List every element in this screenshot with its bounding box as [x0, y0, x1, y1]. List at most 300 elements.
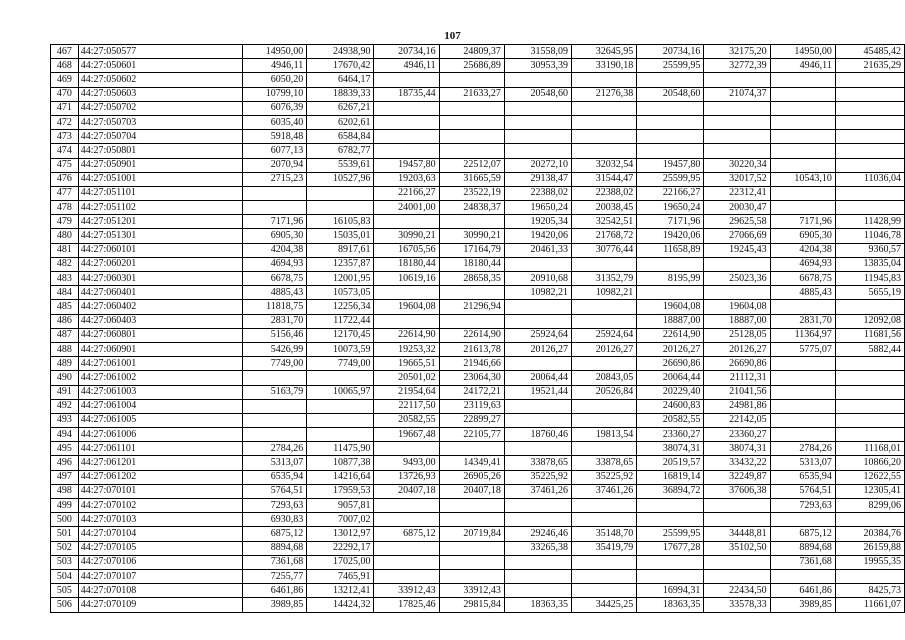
- value-cell: [572, 569, 637, 583]
- cadastral-code-cell: 44:27:061201: [78, 456, 242, 470]
- value-cell: [504, 257, 571, 271]
- value-cell: 32645,95: [572, 45, 637, 59]
- value-cell: [439, 215, 504, 229]
- row-number-cell: 482: [51, 257, 79, 271]
- value-cell: 12092,08: [835, 314, 904, 328]
- value-cell: [704, 257, 770, 271]
- value-cell: 17825,46: [374, 598, 439, 612]
- cadastral-code-cell: 44:27:060101: [78, 243, 242, 257]
- value-cell: 16105,83: [307, 215, 374, 229]
- value-cell: 11475,90: [307, 442, 374, 456]
- value-cell: [835, 186, 904, 200]
- value-cell: 25599,95: [637, 59, 704, 73]
- value-cell: 2070,94: [243, 158, 307, 172]
- value-cell: 10527,96: [307, 172, 374, 186]
- table-row: [51, 59, 905, 73]
- cadastral-code-cell: 44:27:050801: [78, 144, 242, 158]
- value-cell: [439, 101, 504, 115]
- value-cell: [572, 300, 637, 314]
- value-cell: [439, 73, 504, 87]
- value-cell: [835, 385, 904, 399]
- value-cell: 21954,64: [374, 385, 439, 399]
- value-cell: 24600,83: [637, 399, 704, 413]
- table-row: [51, 257, 905, 271]
- value-cell: 16994,31: [637, 584, 704, 598]
- value-cell: 19457,80: [637, 158, 704, 172]
- value-cell: [439, 513, 504, 527]
- value-cell: 19253,32: [374, 342, 439, 356]
- value-cell: 7293,63: [770, 499, 835, 513]
- row-number-cell: 492: [51, 399, 79, 413]
- value-cell: 22614,90: [637, 328, 704, 342]
- value-cell: 7171,96: [637, 215, 704, 229]
- value-cell: 16705,56: [374, 243, 439, 257]
- table-row: [51, 300, 905, 314]
- cadastral-code-cell: 44:27:060801: [78, 328, 242, 342]
- value-cell: 2715,23: [243, 172, 307, 186]
- cadastral-code-cell: 44:27:051102: [78, 201, 242, 215]
- value-cell: 20526,84: [572, 385, 637, 399]
- value-cell: 33432,22: [704, 456, 770, 470]
- value-cell: [439, 144, 504, 158]
- value-cell: [835, 158, 904, 172]
- row-number-cell: 485: [51, 300, 79, 314]
- value-cell: [572, 399, 637, 413]
- value-cell: [504, 144, 571, 158]
- value-cell: 13012,97: [307, 527, 374, 541]
- value-cell: 9057,81: [307, 499, 374, 513]
- value-cell: [704, 555, 770, 569]
- value-cell: 19955,35: [835, 555, 904, 569]
- cadastral-code-cell: 44:27:061004: [78, 399, 242, 413]
- value-cell: 22434,50: [704, 584, 770, 598]
- value-cell: [307, 399, 374, 413]
- value-cell: [637, 513, 704, 527]
- value-cell: 23064,30: [439, 371, 504, 385]
- value-cell: 20582,55: [374, 413, 439, 427]
- value-cell: [770, 201, 835, 215]
- value-cell: 30776,44: [572, 243, 637, 257]
- value-cell: 31665,59: [439, 172, 504, 186]
- row-number-cell: 483: [51, 272, 79, 286]
- table-row: [51, 73, 905, 87]
- value-cell: [572, 499, 637, 513]
- value-cell: [504, 357, 571, 371]
- row-number-cell: 469: [51, 73, 79, 87]
- cadastral-code-cell: 44:27:061001: [78, 357, 242, 371]
- value-cell: [835, 130, 904, 144]
- value-cell: [439, 555, 504, 569]
- value-cell: [374, 555, 439, 569]
- value-cell: [637, 555, 704, 569]
- value-cell: 22388,02: [572, 186, 637, 200]
- cadastral-code-cell: 44:27:050704: [78, 130, 242, 144]
- value-cell: 8425,73: [835, 584, 904, 598]
- value-cell: 20064,44: [504, 371, 571, 385]
- table-row: [51, 456, 905, 470]
- value-cell: [704, 499, 770, 513]
- cadastral-code-cell: 44:27:061006: [78, 428, 242, 442]
- value-cell: 35102,50: [704, 541, 770, 555]
- cadastral-code-cell: 44:27:050601: [78, 59, 242, 73]
- cadastral-code-cell: 44:27:050602: [78, 73, 242, 87]
- value-cell: 22614,90: [439, 328, 504, 342]
- value-cell: [637, 569, 704, 583]
- value-cell: 13835,04: [835, 257, 904, 271]
- value-cell: 19650,24: [504, 201, 571, 215]
- value-cell: 21296,94: [439, 300, 504, 314]
- value-cell: 33190,18: [572, 59, 637, 73]
- value-cell: 21276,38: [572, 87, 637, 101]
- value-cell: [572, 257, 637, 271]
- value-cell: 29815,84: [439, 598, 504, 612]
- value-cell: 23119,63: [439, 399, 504, 413]
- value-cell: 7749,00: [307, 357, 374, 371]
- value-cell: 24838,37: [439, 201, 504, 215]
- value-cell: 2831,70: [243, 314, 307, 328]
- value-cell: 5764,51: [770, 484, 835, 498]
- value-cell: 21041,56: [704, 385, 770, 399]
- value-cell: 20734,16: [637, 45, 704, 59]
- value-cell: 45485,42: [835, 45, 904, 59]
- table-row: [51, 541, 905, 555]
- table-row: [51, 186, 905, 200]
- value-cell: 19420,06: [637, 229, 704, 243]
- row-number-cell: 476: [51, 172, 79, 186]
- value-cell: [770, 73, 835, 87]
- value-cell: 7293,63: [243, 499, 307, 513]
- value-cell: [572, 584, 637, 598]
- value-cell: 11046,78: [835, 229, 904, 243]
- value-cell: 26690,86: [704, 357, 770, 371]
- value-cell: 10073,59: [307, 342, 374, 356]
- value-cell: [504, 569, 571, 583]
- value-cell: [835, 73, 904, 87]
- value-cell: 22614,90: [374, 328, 439, 342]
- value-cell: 17959,53: [307, 484, 374, 498]
- value-cell: 31558,09: [504, 45, 571, 59]
- value-cell: 25128,05: [704, 328, 770, 342]
- cadastral-code-cell: 44:27:051001: [78, 172, 242, 186]
- value-cell: [835, 371, 904, 385]
- value-cell: [307, 186, 374, 200]
- value-cell: 5426,99: [243, 342, 307, 356]
- value-cell: [770, 357, 835, 371]
- value-cell: 8894,68: [770, 541, 835, 555]
- value-cell: 35148,70: [572, 527, 637, 541]
- value-cell: 20407,18: [439, 484, 504, 498]
- cadastral-code-cell: 44:27:050901: [78, 158, 242, 172]
- value-cell: 2784,26: [243, 442, 307, 456]
- cadastral-code-cell: 44:27:050702: [78, 101, 242, 115]
- value-cell: 19665,51: [374, 357, 439, 371]
- value-cell: 32249,87: [704, 470, 770, 484]
- value-cell: 11428,99: [835, 215, 904, 229]
- value-cell: 20229,40: [637, 385, 704, 399]
- value-cell: 19245,43: [704, 243, 770, 257]
- table-row: [51, 569, 905, 583]
- value-cell: 7465,91: [307, 569, 374, 583]
- value-cell: 7255,77: [243, 569, 307, 583]
- value-cell: [374, 569, 439, 583]
- value-cell: [243, 428, 307, 442]
- value-cell: 30990,21: [439, 229, 504, 243]
- value-cell: 20126,27: [572, 342, 637, 356]
- value-cell: 38074,31: [637, 442, 704, 456]
- row-number-cell: 488: [51, 342, 79, 356]
- cadastral-code-cell: 44:27:070103: [78, 513, 242, 527]
- value-cell: 6461,86: [243, 584, 307, 598]
- value-cell: 20407,18: [374, 484, 439, 498]
- value-cell: 18180,44: [439, 257, 504, 271]
- value-cell: [307, 413, 374, 427]
- value-cell: [572, 357, 637, 371]
- value-cell: 14950,00: [770, 45, 835, 59]
- value-cell: 13726,93: [374, 470, 439, 484]
- value-cell: [637, 286, 704, 300]
- value-cell: [439, 569, 504, 583]
- value-cell: 6678,75: [243, 272, 307, 286]
- value-cell: 34448,81: [704, 527, 770, 541]
- value-cell: 22388,02: [504, 186, 571, 200]
- value-cell: [637, 115, 704, 129]
- value-cell: 19521,44: [504, 385, 571, 399]
- value-cell: 11945,83: [835, 272, 904, 286]
- value-cell: [835, 144, 904, 158]
- value-cell: 19205,34: [504, 215, 571, 229]
- value-cell: [504, 413, 571, 427]
- value-cell: 5764,51: [243, 484, 307, 498]
- value-cell: 6535,94: [770, 470, 835, 484]
- value-cell: [374, 101, 439, 115]
- value-cell: [243, 371, 307, 385]
- table-row: [51, 87, 905, 101]
- cadastral-code-cell: 44:27:050703: [78, 115, 242, 129]
- value-cell: 20126,27: [637, 342, 704, 356]
- value-cell: 19667,48: [374, 428, 439, 442]
- value-cell: [504, 314, 571, 328]
- value-cell: [637, 257, 704, 271]
- value-cell: 6035,40: [243, 115, 307, 129]
- table-row: [51, 115, 905, 129]
- table-row: [51, 101, 905, 115]
- value-cell: 26159,88: [835, 541, 904, 555]
- value-cell: 18735,44: [374, 87, 439, 101]
- value-cell: [770, 413, 835, 427]
- value-cell: 2831,70: [770, 314, 835, 328]
- value-cell: 4694,93: [243, 257, 307, 271]
- cadastral-code-cell: 44:27:070105: [78, 541, 242, 555]
- value-cell: [704, 115, 770, 129]
- value-cell: [374, 286, 439, 300]
- row-number-cell: 506: [51, 598, 79, 612]
- value-cell: [374, 499, 439, 513]
- value-cell: 20272,10: [504, 158, 571, 172]
- value-cell: [770, 371, 835, 385]
- table-row: [51, 130, 905, 144]
- value-cell: 18180,44: [374, 257, 439, 271]
- row-number-cell: 481: [51, 243, 79, 257]
- value-cell: 20126,27: [504, 342, 571, 356]
- value-cell: 21946,66: [439, 357, 504, 371]
- value-cell: 4885,43: [770, 286, 835, 300]
- value-cell: [374, 513, 439, 527]
- table-row: [51, 385, 905, 399]
- value-cell: [770, 87, 835, 101]
- value-cell: 22117,50: [374, 399, 439, 413]
- value-cell: 5313,07: [770, 456, 835, 470]
- value-cell: [243, 201, 307, 215]
- value-cell: 6678,75: [770, 272, 835, 286]
- value-cell: 21768,72: [572, 229, 637, 243]
- cadastral-code-cell: 44:27:070102: [78, 499, 242, 513]
- cadastral-code-cell: 44:27:051301: [78, 229, 242, 243]
- value-cell: [637, 144, 704, 158]
- table-row: [51, 229, 905, 243]
- table-row: [51, 272, 905, 286]
- value-cell: 10982,21: [504, 286, 571, 300]
- value-cell: 22166,27: [637, 186, 704, 200]
- table-body: [51, 45, 905, 613]
- value-cell: [504, 73, 571, 87]
- row-number-cell: 486: [51, 314, 79, 328]
- cadastral-code-cell: 44:27:060201: [78, 257, 242, 271]
- value-cell: 34425,25: [572, 598, 637, 612]
- value-cell: 6267,21: [307, 101, 374, 115]
- cadastral-code-cell: 44:27:060403: [78, 314, 242, 328]
- value-cell: 5882,44: [835, 342, 904, 356]
- row-number-cell: 501: [51, 527, 79, 541]
- value-cell: 29246,46: [504, 527, 571, 541]
- table-row: [51, 357, 905, 371]
- value-cell: [374, 115, 439, 129]
- value-cell: 35419,79: [572, 541, 637, 555]
- value-cell: [835, 101, 904, 115]
- row-number-cell: 489: [51, 357, 79, 371]
- row-number-cell: 503: [51, 555, 79, 569]
- row-number-cell: 467: [51, 45, 79, 59]
- value-cell: 20461,33: [504, 243, 571, 257]
- cadastral-code-cell: 44:27:060901: [78, 342, 242, 356]
- value-cell: 7361,68: [770, 555, 835, 569]
- row-number-cell: 484: [51, 286, 79, 300]
- cadastral-code-cell: 44:27:051201: [78, 215, 242, 229]
- table-row: [51, 215, 905, 229]
- value-cell: 31544,47: [572, 172, 637, 186]
- value-cell: [374, 442, 439, 456]
- value-cell: 32542,51: [572, 215, 637, 229]
- value-cell: [504, 584, 571, 598]
- value-cell: [770, 115, 835, 129]
- value-cell: 21112,31: [704, 371, 770, 385]
- value-cell: 20548,60: [504, 87, 571, 101]
- value-cell: [835, 87, 904, 101]
- value-cell: 6782,77: [307, 144, 374, 158]
- value-cell: [572, 144, 637, 158]
- value-cell: 5163,79: [243, 385, 307, 399]
- value-cell: 20064,44: [637, 371, 704, 385]
- cadastral-code-cell: 44:27:070101: [78, 484, 242, 498]
- value-cell: [572, 442, 637, 456]
- value-cell: [835, 569, 904, 583]
- row-number-cell: 475: [51, 158, 79, 172]
- value-cell: 5156,46: [243, 328, 307, 342]
- value-cell: [704, 144, 770, 158]
- value-cell: 13212,41: [307, 584, 374, 598]
- cadastral-code-cell: 44:27:060402: [78, 300, 242, 314]
- table-row: [51, 598, 905, 612]
- value-cell: [770, 144, 835, 158]
- table-row: [51, 470, 905, 484]
- cadastral-code-cell: 44:27:060401: [78, 286, 242, 300]
- value-cell: 6464,17: [307, 73, 374, 87]
- cadastral-code-cell: 44:27:070106: [78, 555, 242, 569]
- data-table: [50, 44, 905, 613]
- value-cell: [572, 101, 637, 115]
- value-cell: 6905,30: [243, 229, 307, 243]
- value-cell: 38074,31: [704, 442, 770, 456]
- value-cell: 10866,20: [835, 456, 904, 470]
- value-cell: [243, 399, 307, 413]
- value-cell: [835, 399, 904, 413]
- value-cell: [704, 73, 770, 87]
- value-cell: 8894,68: [243, 541, 307, 555]
- row-number-cell: 497: [51, 470, 79, 484]
- value-cell: 4204,38: [770, 243, 835, 257]
- cadastral-code-cell: 44:27:061002: [78, 371, 242, 385]
- value-cell: 20734,16: [374, 45, 439, 59]
- value-cell: 37606,38: [704, 484, 770, 498]
- value-cell: [835, 300, 904, 314]
- value-cell: 12622,55: [835, 470, 904, 484]
- value-cell: 15035,01: [307, 229, 374, 243]
- value-cell: 10573,05: [307, 286, 374, 300]
- value-cell: 6875,12: [770, 527, 835, 541]
- table-row: [51, 314, 905, 328]
- value-cell: 20126,27: [704, 342, 770, 356]
- value-cell: 37461,26: [504, 484, 571, 498]
- value-cell: [439, 442, 504, 456]
- value-cell: [770, 385, 835, 399]
- value-cell: 7171,96: [770, 215, 835, 229]
- table-row: [51, 144, 905, 158]
- value-cell: [374, 314, 439, 328]
- value-cell: 24938,90: [307, 45, 374, 59]
- row-number-cell: 504: [51, 569, 79, 583]
- table-row: [51, 45, 905, 59]
- value-cell: 7749,00: [243, 357, 307, 371]
- value-cell: 32772,39: [704, 59, 770, 73]
- value-cell: [704, 569, 770, 583]
- value-cell: 22312,41: [704, 186, 770, 200]
- table-row: [51, 286, 905, 300]
- row-number-cell: 490: [51, 371, 79, 385]
- value-cell: 6077,13: [243, 144, 307, 158]
- value-cell: 33878,65: [572, 456, 637, 470]
- row-number-cell: 499: [51, 499, 79, 513]
- value-cell: [374, 73, 439, 87]
- row-number-cell: 472: [51, 115, 79, 129]
- value-cell: 22512,07: [439, 158, 504, 172]
- value-cell: 4946,11: [374, 59, 439, 73]
- value-cell: 6584,84: [307, 130, 374, 144]
- cadastral-code-cell: 44:27:061202: [78, 470, 242, 484]
- value-cell: 11818,75: [243, 300, 307, 314]
- value-cell: 6875,12: [374, 527, 439, 541]
- value-cell: [835, 357, 904, 371]
- value-cell: 7007,02: [307, 513, 374, 527]
- value-cell: [572, 413, 637, 427]
